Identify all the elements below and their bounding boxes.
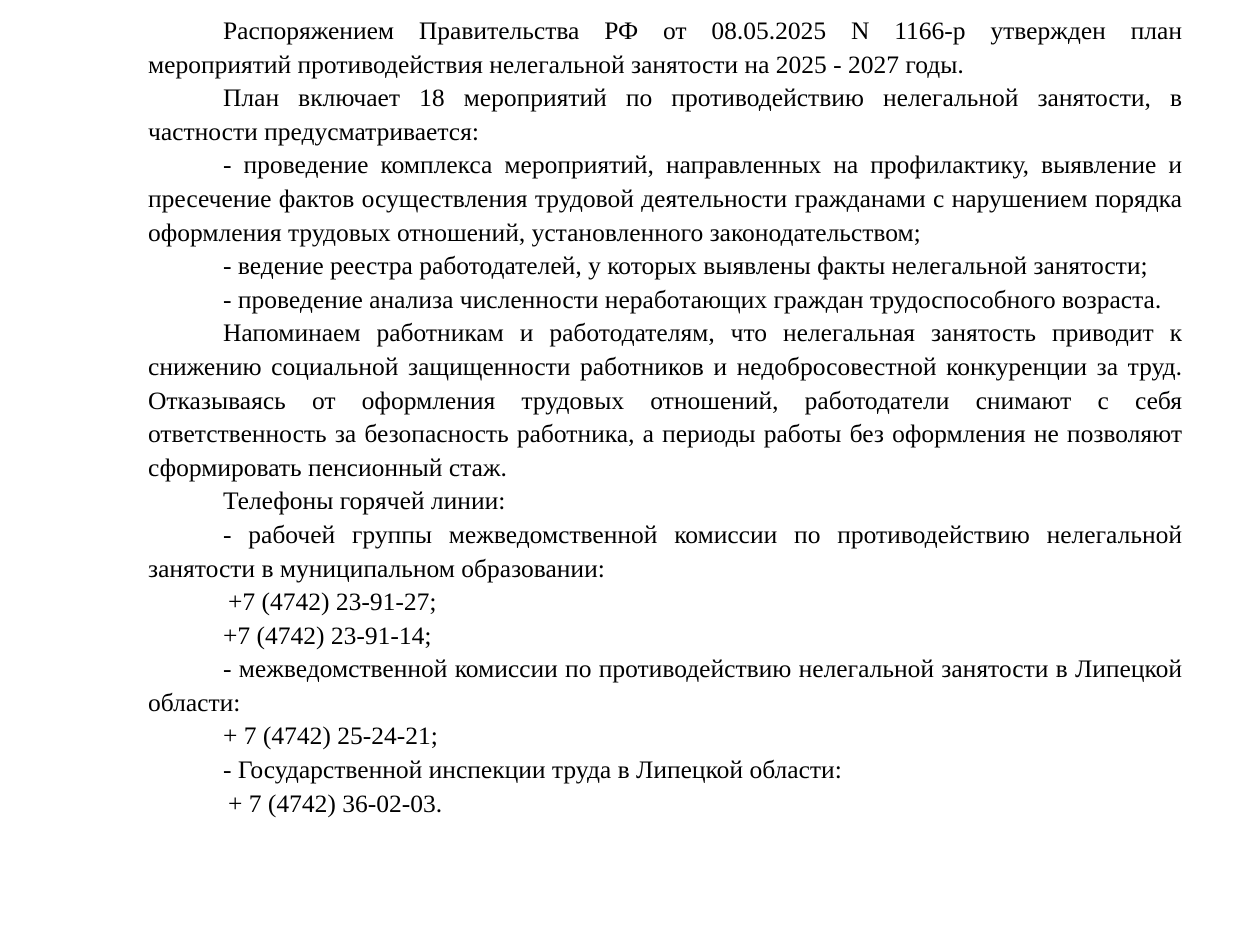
hotline-inspection-label: - Государственной инспекции труда в Липецкой области: <box>223 755 842 785</box>
list-item-prevention: - проведение комплекса мероприятий, направленных на профилактику, выявление и пресечение фактов осуществления трудовой деятельности гражданами с нарушением порядка оформления трудовых отношений, установленного законодательством; <box>148 150 1182 247</box>
phone-inspection: + 7 (4742) 36-02-03. <box>228 788 443 818</box>
hotline-municipal-label: - рабочей группы межведомственной комиссии по противодействию нелегальной занятости в муниципальном образовании: <box>148 519 1182 583</box>
phone-municipal-2: +7 (4742) 23-91-14; <box>223 620 432 650</box>
paragraph-reminder: Напоминаем работникам и работодателям, что нелегальная занятость приводит к снижению социальной защищенности работников и недобросовестной конкуренции за труд. Отказываясь от оформления трудовых отношений, работодатели снимают с себя ответственность за безопасность работника, а периоды работы без оформления не позволяют сформировать пенсионный стаж. <box>148 318 1182 482</box>
hotline-regional-label: - межведомственной комиссии по противодействию нелегальной занятости в Липецкой области: <box>148 654 1182 717</box>
list-item-registry: - ведение реестра работодателей, у которых выявлены факты нелегальной занятости; <box>223 251 1148 281</box>
document-body <box>148 14 1182 820</box>
paragraph-plan-intro: План включает 18 мероприятий по противодействию нелегальной занятости, в частности предусматривается: <box>148 83 1182 146</box>
phone-municipal-1: +7 (4742) 23-91-27; <box>228 587 437 617</box>
list-item-analysis: - проведение анализа численности неработающих граждан трудоспособного возраста. <box>223 284 1162 314</box>
phone-regional: + 7 (4742) 25-24-21; <box>223 721 438 751</box>
hotline-heading: Телефоны горячей линии: <box>223 486 506 516</box>
paragraph-decree: Распоряжением Правительства РФ от 08.05.2025 N 1166-р утвержден план мероприятий противодействия нелегальной занятости на 2025 - 2027 годы. <box>148 16 1182 79</box>
